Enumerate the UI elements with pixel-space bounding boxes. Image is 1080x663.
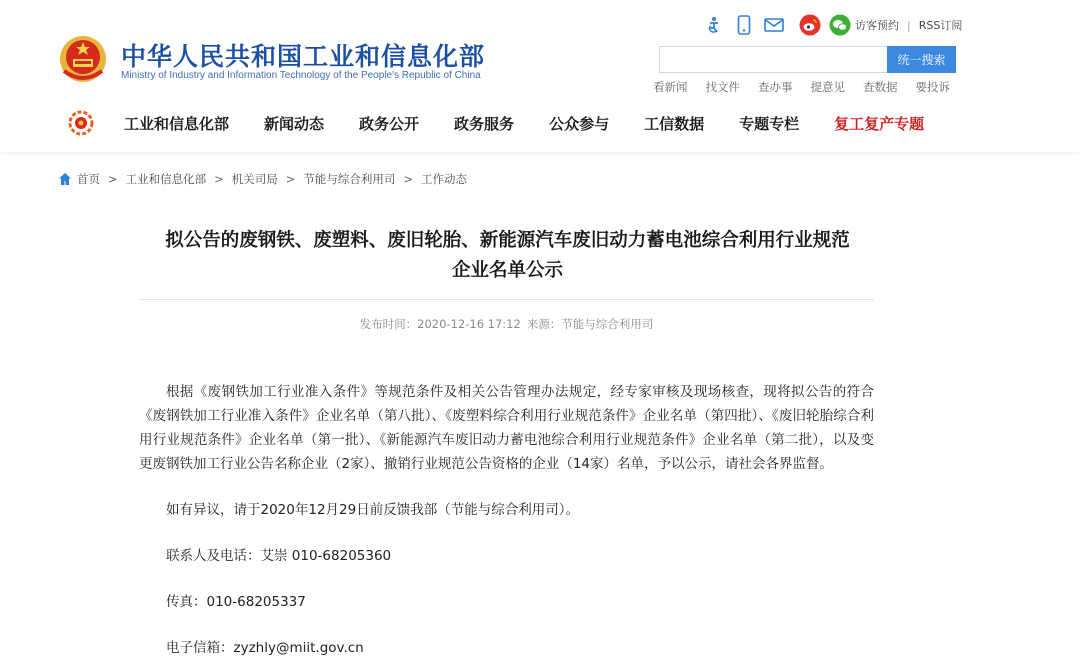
breadcrumb-separator: > (285, 172, 296, 186)
top-icon-bar (703, 12, 859, 38)
quick-link-feedback[interactable]: 提意见 (810, 80, 845, 94)
rss-link[interactable]: RSS订阅 (918, 19, 963, 32)
nav-item-ministry[interactable]: 工业和信息化部 (124, 115, 230, 133)
site-subtitle: Ministry of Industry and Information Technology of the People's Republic of China (121, 70, 481, 81)
publish-time: 2020-12-16 17:12 (417, 317, 521, 331)
breadcrumb-energy-dept[interactable]: 节能与综合利用司 (303, 172, 396, 186)
article-meta (139, 316, 874, 332)
article-source: 节能与综合利用司 (561, 317, 654, 331)
mobile-icon[interactable] (733, 14, 755, 36)
quick-link-news[interactable]: 看新闻 (653, 80, 688, 94)
breadcrumb-ministry[interactable]: 工业和信息化部 (125, 172, 207, 186)
nav-item-public-participation[interactable]: 公众参与 (549, 115, 610, 133)
breadcrumb-work-news[interactable]: 工作动态 (421, 172, 468, 186)
email-info: 电子信箱：zyzhly@miit.gov.cn (166, 640, 364, 656)
article-title (130, 226, 885, 286)
contact-info: 联系人及电话：艾崇 010-68205360 (166, 548, 392, 564)
home-icon[interactable] (58, 172, 72, 186)
quick-links (653, 79, 968, 95)
weibo-icon[interactable] (799, 14, 821, 36)
nav-item-data[interactable]: 工信数据 (644, 115, 705, 133)
site-header (0, 0, 1080, 152)
site-title[interactable]: 中华人民共和国工业和信息化部 (121, 42, 486, 71)
publish-label: 发布时间： (359, 317, 418, 331)
nav-item-gov-services[interactable]: 政务服务 (454, 115, 515, 133)
fax-info: 传真：010-68205337 (166, 594, 306, 610)
ministry-logo-icon[interactable] (68, 110, 94, 136)
divider: | (907, 19, 911, 32)
search-input[interactable] (659, 46, 887, 73)
quick-link-services[interactable]: 查办事 (758, 80, 793, 94)
nav-item-resumption-topic[interactable]: 复工复产专题 (834, 115, 925, 133)
breadcrumb-separator: > (214, 172, 224, 186)
source-label: 来源： (526, 317, 562, 331)
breadcrumb-home[interactable]: 首页 (77, 172, 100, 186)
quick-link-complaint[interactable]: 要投诉 (915, 80, 950, 94)
quick-link-files[interactable]: 找文件 (705, 80, 740, 94)
breadcrumb-departments[interactable]: 机关司局 (231, 172, 278, 186)
quick-link-data[interactable]: 查数据 (863, 80, 898, 94)
wechat-icon[interactable] (829, 14, 851, 36)
objection-notice: 如有异议，请于2020年12月29日前反馈我部（节能与综合利用司）。 (166, 502, 579, 518)
accessibility-icon[interactable] (703, 14, 725, 36)
search-button[interactable]: 统一搜索 (887, 46, 956, 73)
nav-item-news[interactable]: 新闻动态 (264, 115, 325, 133)
article-title-line: 企业名单公示 (451, 260, 563, 281)
article-paragraph: 根据《废钢铁加工行业准入条件》等规范条件及相关公告管理办法规定，经专家审核及现场核查，现将拟公告的符合《废钢铁加工行业准入条件》企业名单（第八批）、《废塑料综合利用行业规范条件》企业名单（第四批）、《废旧轮胎综合利用行业规范条件》企业名单（第一批）、《新能源汽车废旧动力蓄电池综合利用行业规范条件》企业名单（第二批），以及变更废钢铁加工行业公告名称企业（2家）、撤销行业规范公告资格的企业（14家）名单，予以公示，请社会各界监督。 (139, 384, 874, 472)
breadcrumb-separator: > (403, 172, 414, 186)
nav-item-special-column[interactable]: 专题专栏 (739, 115, 800, 133)
mail-icon[interactable] (763, 14, 785, 36)
nav-item-gov-affairs[interactable]: 政务公开 (359, 115, 420, 133)
national-emblem-icon[interactable] (58, 33, 108, 85)
breadcrumb (58, 171, 467, 187)
title-divider (139, 299, 874, 300)
article-title-line: 拟公告的废钢铁、废塑料、废旧轮胎、新能源汽车废旧动力蓄电池综合利用行业规范 (165, 230, 850, 251)
top-links (855, 17, 962, 33)
breadcrumb-separator: > (108, 172, 118, 186)
main-nav (124, 113, 959, 134)
visitor-appointment-link[interactable]: 访客预约 (855, 19, 899, 32)
